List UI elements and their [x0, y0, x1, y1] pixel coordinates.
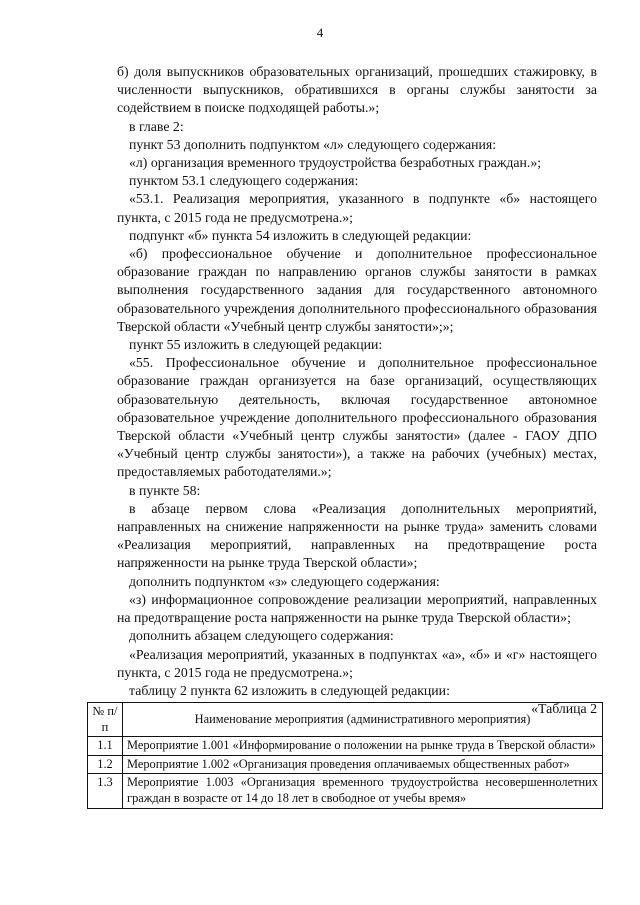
paragraph: дополнить подпунктом «з» следующего содержания:: [129, 573, 440, 589]
row-name: Мероприятие 1.001 «Информирование о положении на рынке труда в Тверской области»: [123, 737, 603, 756]
paragraph: в абзаце первом слова «Реализация дополнительных мероприятий, направленных на снижение напряженности на рынке труда» заменить словами «Реализация мероприятий, направленных на предотвращение роста напряженности на рынке труда Тверской области»;: [117, 500, 597, 571]
paragraph: таблицу 2 пункта 62 изложить в следующей редакции:: [129, 682, 450, 698]
paragraph: в пункте 58:: [129, 482, 201, 498]
paragraph: «53.1. Реализация мероприятия, указанного в подпункте «б» настоящего пункта, с 2015 года не предусмотрена.»;: [117, 191, 597, 225]
row-number: 1.3: [88, 774, 123, 808]
paragraph: пунктом 53.1 следующего содержания:: [129, 173, 359, 189]
table-row: [88, 774, 603, 808]
paragraph: «з) информационное сопровождение реализации мероприятий, направленных на предотвращение роста напряженности на рынке труда Тверской области»;: [117, 591, 597, 626]
paragraph: в главе 2:: [129, 118, 184, 134]
row-number: 1.1: [88, 737, 123, 756]
paragraph: пункт 55 изложить в следующей редакции:: [129, 337, 383, 353]
row-name: Мероприятие 1.003 «Организация временного трудоустройства несовершеннолетних граждан в возрасте от 14 до 18 лет в свободное от учебы время»: [123, 774, 603, 808]
column-header-name: Наименование мероприятия (административного мероприятия): [123, 703, 603, 737]
column-header-number: № п/п: [88, 703, 123, 737]
paragraph: пункт 53 дополнить подпунктом «л» следующего содержания:: [129, 136, 497, 152]
table-row: [88, 755, 603, 774]
row-name: Мероприятие 1.002 «Организация проведения оплачиваемых общественных работ»: [123, 755, 603, 774]
table-row: [88, 737, 603, 756]
paragraph: «55. Профессиональное обучение и дополнительное профессиональное образование граждан организуется на базе организаций, осуществляющих образовательную деятельность, включая государственное автономное образовательное учреждение дополнительного профессионального образования Тверской области «Учебный центр службы занятости» (далее - ГАОУ ДПО «Учебный центр службы занятости»), а также на рабочих (учебных) местах, предоставляемых работодателями.»;: [117, 355, 597, 480]
table-header-row: [88, 703, 603, 737]
row-number: 1.2: [88, 755, 123, 774]
paragraph: подпункт «б» пункта 54 изложить в следующей редакции:: [129, 227, 472, 243]
table-caption: «Таблица 2: [531, 701, 597, 717]
document-body: [117, 63, 597, 718]
paragraph: б) доля выпускников образовательных организаций, прошедших стажировку, в численности выпускников, обратившихся в органы службы занятости за содействием в поиске подходящей работы.»;: [117, 64, 597, 116]
paragraph: «б) профессиональное обучение и дополнительное профессиональное образование граждан по направлению органов службы занятости в рамках выполнения государственного задания для государственного автономного образовательного учреждения дополнительного профессионального образования Тверской области «Учебный центр службы занятости»;»;: [117, 246, 597, 334]
events-table: [87, 702, 603, 809]
page-number: 4: [316, 25, 324, 40]
paragraph: «л) организация временного трудоустройства безработных граждан.»;: [129, 155, 542, 171]
paragraph: дополнить абзацем следующего содержания:: [129, 628, 394, 644]
paragraph: «Реализация мероприятий, указанных в подпунктах «а», «б» и «г» настоящего пункта, с 2015 года не предусмотрена.»;: [117, 646, 597, 680]
